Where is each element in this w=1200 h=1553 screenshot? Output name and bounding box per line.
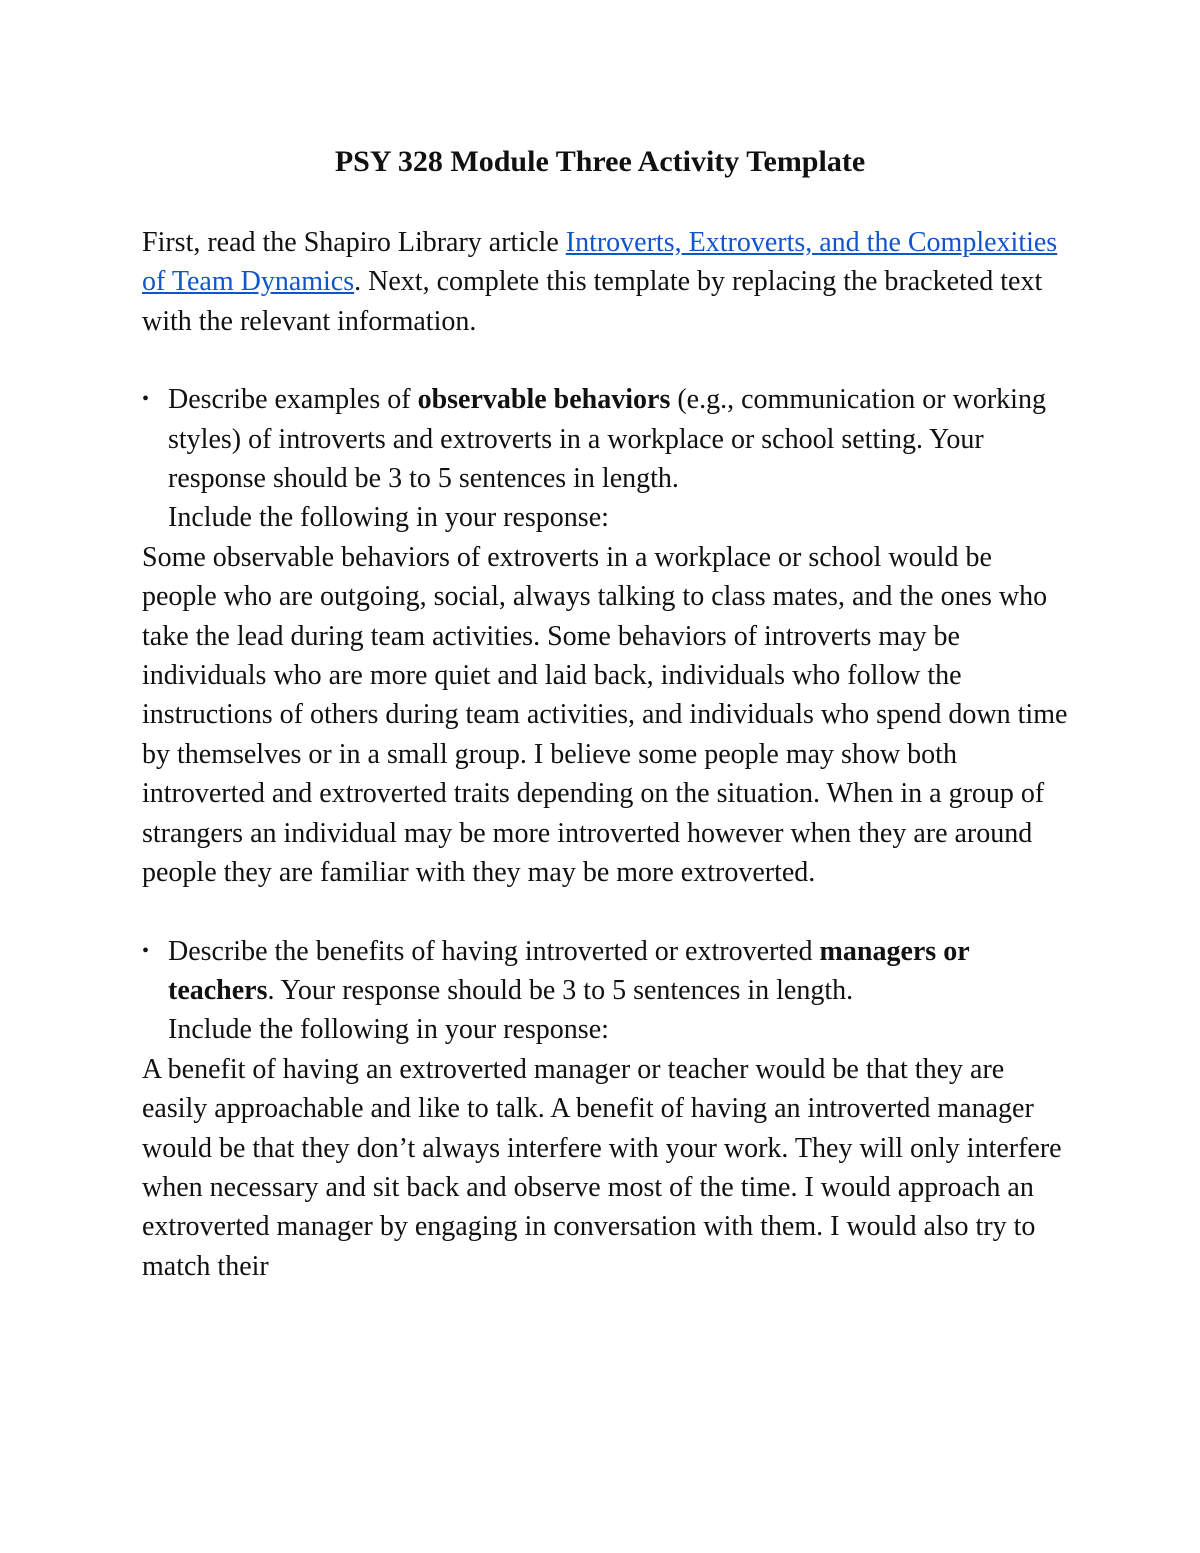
question-one-prompt — [168, 380, 1072, 498]
intro-paragraph — [142, 223, 1072, 341]
intro-text-before-link: First, read the Shapiro Library article — [142, 227, 566, 258]
bullet-icon: • — [142, 388, 150, 411]
intro-text-after-link: . Next, complete this template by replacing the bracketed text with the relevant information. — [142, 266, 1043, 337]
question-one-bullet — [142, 380, 1072, 538]
question-two-bullet — [142, 932, 1072, 1050]
question-one-text: Describe examples of — [168, 384, 418, 416]
bullet-icon: • — [142, 939, 150, 962]
document-body — [142, 141, 1072, 1325]
article-link[interactable]: Introverts, Extroverts, and the Complexities of Team Dynamics — [142, 227, 1058, 298]
question-two-bold: managers or teachers — [168, 935, 970, 1006]
answer-two: A benefit of having an extroverted manager or teacher would be that they are easily approachable and like to talk. A benefit of having an introverted manager would be that they don’t always interfere with your work. They will only interfere when necessary and sit back and observe most of the time. I would approach an extroverted manager by engaging in conversation with them. I would also try to match their — [142, 1053, 1062, 1282]
question-one-text-end: (e.g., communication or working styles) of introverts and extroverts in a workplace or school setting. Your response should be 3 to 5 sentences in length. — [168, 384, 1046, 495]
page-title: PSY 328 Module Three Activity Template — [334, 145, 866, 178]
question-two-text-end: . Your response should be 3 to 5 sentences in length. — [267, 974, 854, 1006]
question-two-prompt — [168, 932, 1072, 1011]
question-two-text: Describe the benefits of having introverted or extroverted — [168, 935, 820, 967]
question-one-bold: observable behaviors — [417, 384, 671, 416]
question-one-include: Include the following in your response: — [168, 502, 609, 534]
answer-one: Some observable behaviors of extroverts in a workplace or school would be people who are outgoing, social, always talking to class mates, and the ones who take the lead during team activities. Some behaviors of introverts may be individuals who are more quiet and laid back, individuals who follow the instructions of others during team activities, and individuals who spend down time by themselves or in a small group. I believe some people may show both introverted and extroverted traits depending on the situation. When in a group of strangers an individual may be more introverted however when they are around people they are familiar with they may be more extroverted. — [142, 541, 1068, 889]
question-two-include: Include the following in your response: — [168, 1014, 609, 1046]
